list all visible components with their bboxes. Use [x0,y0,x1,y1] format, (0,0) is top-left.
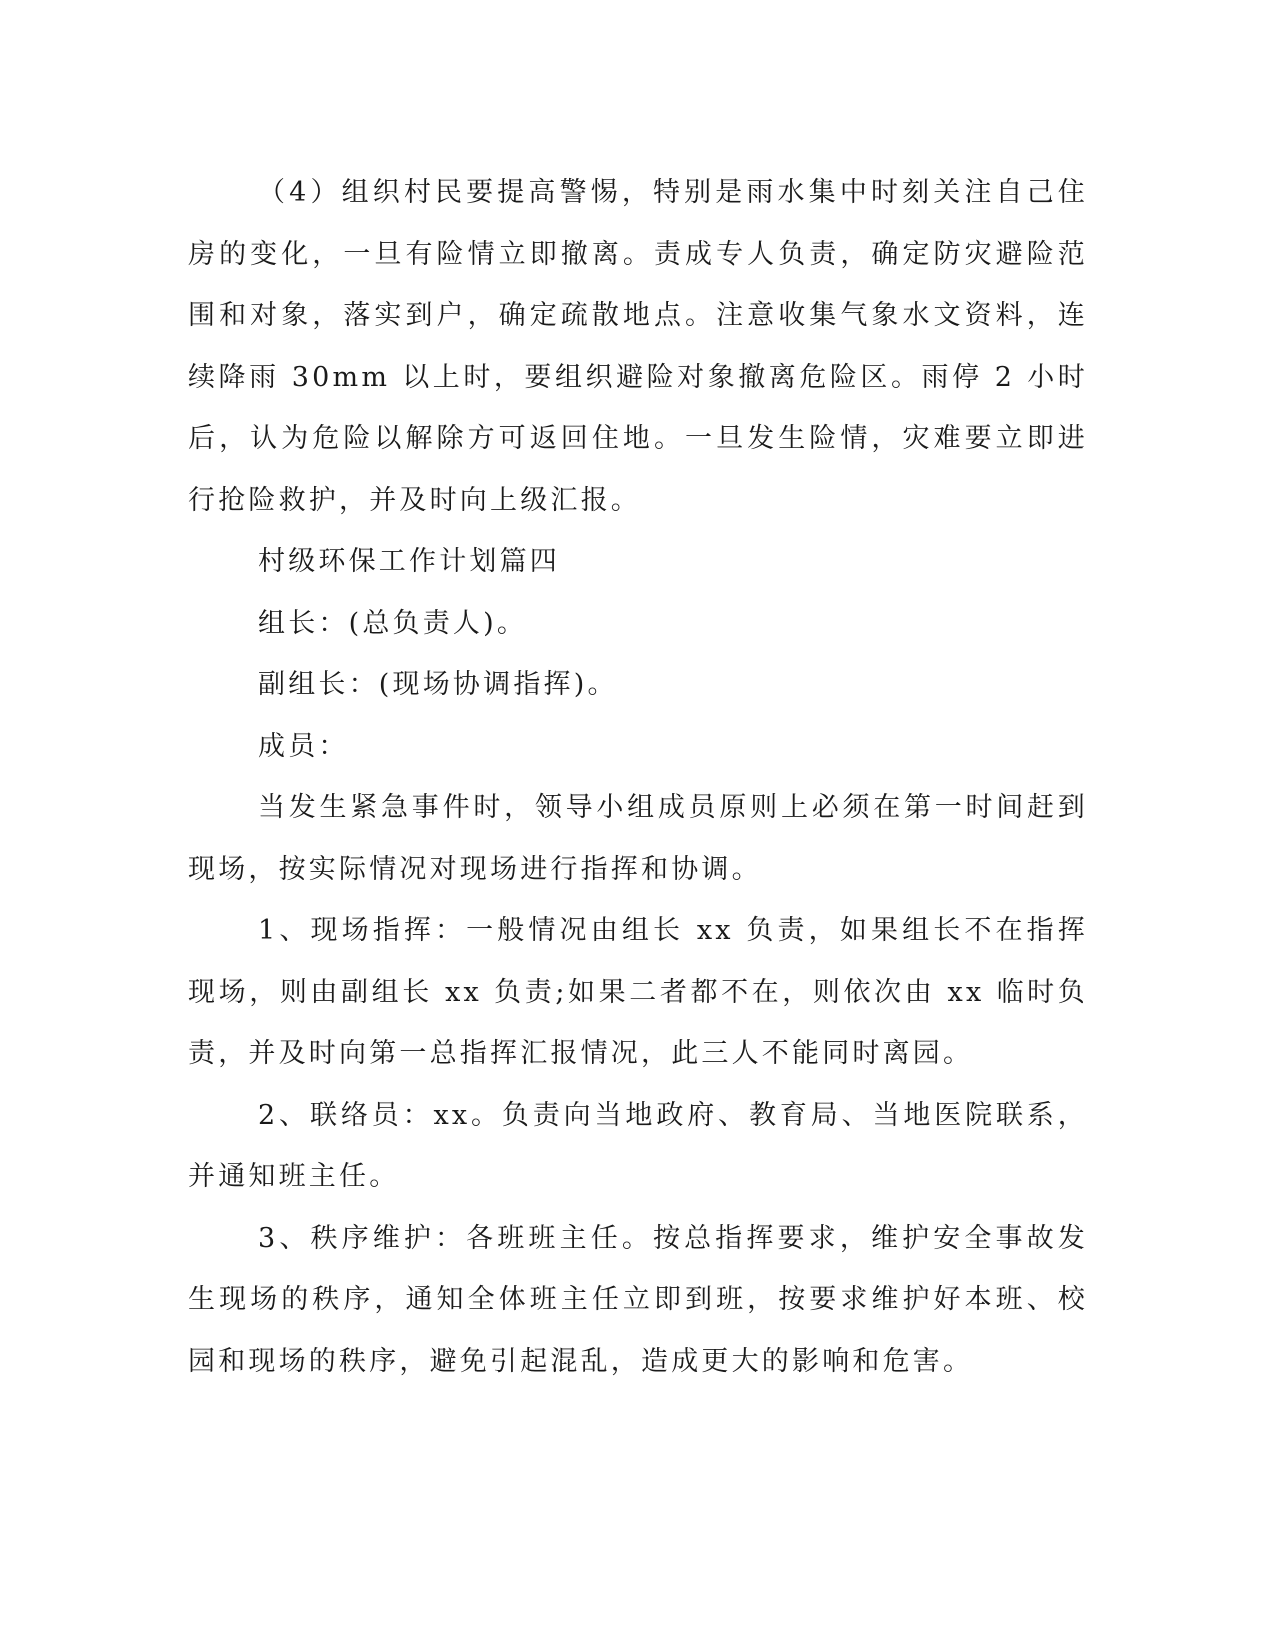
document-body [188,162,1088,1392]
section-heading: 村级环保工作计划篇四 [258,546,560,577]
paragraph-site-command: 1、现场指挥：一般情况由组长 xx 负责，如果组长不在指挥现场，则由副组长 xx 负责;如果二者都不在，则依次由 xx 临时负责，并及时向第一总指挥汇报情况，此三人不能同时离园。 [188,915,1088,1069]
paragraph-emergency-response: 当发生紧急事件时，领导小组成员原则上必须在第一时间赶到现场，按实际情况对现场进行指挥和协调。 [188,792,1088,885]
paragraph-flood-evacuation: （4）组织村民要提高警惕，特别是雨水集中时刻关注自己住房的变化，一旦有险情立即撤离。责成专人负责，确定防灾避险范围和对象，落实到户，确定疏散地点。注意收集气象水文资料，连续降雨 30mm 以上时，要组织避险对象撤离危险区。雨停 2 小时后，认为危险以解除方可返回住地。一旦发生险情，灾难要立即进行抢险救护，并及时向上级汇报。 [188,177,1088,516]
paragraph-liaison: 2、联络员：xx。负责向当地政府、教育局、当地医院联系，并通知班主任。 [188,1099,1088,1192]
paragraph-deputy-leader: 副组长：(现场协调指挥)。 [258,669,618,700]
paragraph-members: 成员： [258,730,349,762]
paragraph-group-leader: 组长：(总负责人)。 [258,607,528,639]
paragraph-order-maintenance: 3、秩序维护：各班班主任。按总指挥要求，维护安全事故发生现场的秩序，通知全体班主任立即到班，按要求维护好本班、校园和现场的秩序，避免引起混乱，造成更大的影响和危害。 [188,1222,1088,1377]
